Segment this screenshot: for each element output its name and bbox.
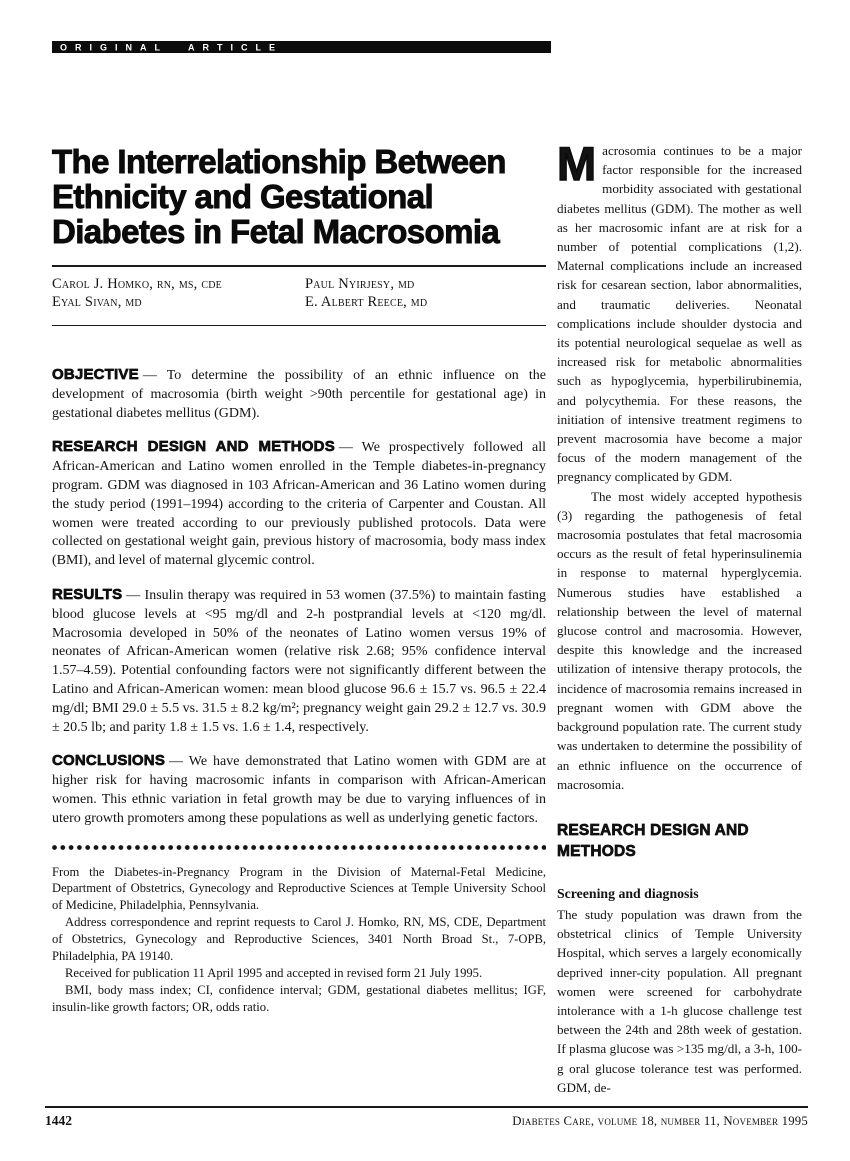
abstract-methods-heading: RESEARCH DESIGN AND METHODS	[52, 438, 335, 456]
abstract-conclusions-text: — We have demonstrated that Latino women with GDM are at higher risk for having macrosomic infants in comparison with African-American women. This ethnic variation in fetal growth may be due to varying influences of in utero growth promoters among these populations as well as underlying genetic factors.	[52, 754, 546, 826]
author-column-2	[305, 276, 546, 311]
affiliation-note: From the Diabetes-in-Pregnancy Program in the Division of Maternal-Fetal Medicine, Department of Obstetrics, Gynecology and Reproductive Sciences at Temple University School of Medicine, Philadelphia, Pennsylvania.	[52, 864, 546, 913]
abstract-results-heading: RESULTS	[52, 585, 123, 603]
abstract-conclusions	[52, 752, 546, 828]
author-rule	[52, 325, 546, 326]
correspondence-note: Address correspondence and reprint requests to Carol J. Homko, RN, MS, CDE, Department of Obstetrics, Gynecology and Reproductive Sciences, 3401 North Broad St., 7-OPB, Philadelphia, PA 19140.	[52, 915, 546, 964]
subsection-heading-screening: Screening and diagnosis	[557, 885, 699, 901]
abstract-objective	[52, 366, 546, 423]
author-name: Eyal Sivan, md	[52, 293, 142, 310]
received-note: Received for publication 11 April 1995 and accepted in revised form 21 July 1995.	[65, 965, 483, 980]
page-number: 1442	[45, 1113, 72, 1128]
intro-paragraph-1-text: acrosomia continues to be a major factor responsible for the increased morbidity associated with gestational diabetes mellitus (GDM). The mother as well as her macrosomic infant are at risk for a number of potential complications (1,2). Maternal complications include an increased risk for cesarean section, labor abnormalities, and traumatic deliveries. Neonatal complications include shoulder dystocia and its potential neurological sequelae as well as increased risk for metabolic abnormalities such as hypoglycemia, hyperbilirubinemia, and polycythemia. For these reasons, the initiation of intensive treatment regimens to prevent macrosomia have become a major focus of the modern management of the pregnancy complicated by GDM.	[557, 143, 802, 485]
abbreviations-note: BMI, body mass index; CI, confidence interval; GDM, gestational diabetes mellitus; IGF, insulin-like growth factors; OR, odds ratio.	[52, 982, 546, 1014]
intro-paragraph-2: The most widely accepted hypothesis (3) regarding the pathogenesis of fetal macrosomia postulates that fetal macrosomia occurs as the result of fetal hyperinsulinemia in response to maternal hyperglycemia. Numerous studies have established a relationship between the level of maternal glucose control and macrosomia. However, despite this knowledge and the increased utilization of intensive therapy protocols, the incidence of macrosomia remains increased in pregnant women with GDM above the background population rate. The current study was undertaken to determine the possibility of an ethnic influence on the occurrence of macrosomia.	[557, 488, 802, 792]
abstract-objective-text: — To determine the possibility of an ethnic influence on the development of macrosomia (birth weight >90th percentile for gestational age) in gestational diabetes mellitus (GDM).	[52, 368, 546, 421]
dotted-separator	[52, 845, 546, 850]
abstract-objective-heading: OBJECTIVE	[52, 366, 139, 383]
author-name: Carol J. Homko, rn, ms, cde	[52, 276, 222, 292]
journal-citation: Diabetes Care, volume 18, number 11, November 1995	[512, 1114, 808, 1128]
section-heading-research-design: RESEARCH DESIGN AND METHODS	[557, 821, 749, 860]
structured-abstract	[52, 366, 546, 829]
banner-label: ORIGINAL ARTICLE	[60, 42, 283, 53]
abstract-results	[52, 586, 546, 737]
author-block	[52, 267, 546, 325]
article-title: The Interrelationship Between Ethnicity and Gestational Diabetes in Fetal Macrosomia	[52, 143, 506, 250]
author-name: E. Albert Reece, md	[305, 293, 428, 310]
abstract-results-text: — Insulin therapy was required in 53 women (37.5%) to maintain fasting blood glucose levels at <95 mg/dl and 2-h postprandial levels at <120 mg/dl. Macrosomia developed in 50% of the neonates of Latino women versus 19% of neonates of African-American women (relative risk 2.68; 95% confidence interval 1.57–4.59). Potential confounding factors were not significantly different between the Latino and African-American women: mean blood glucose 96.6 ± 15.7 vs. 96.5 ± 22.4 mg/dl; BMI 29.0 ± 5.5 vs. 31.5 ± 8.2 kg/m²; pregnancy weight gain 29.2 ± 12.7 vs. 30.9 ± 20.5 lb; and parity 1.8 ± 1.5 vs. 1.6 ± 1.4, respectively.	[52, 587, 546, 735]
abstract-methods-text: — We prospectively followed all African-American and Latino women enrolled in the Temple diabetes-in-pregnancy program. GDM was diagnosed in 103 African-American and 36 Latino women during the study period (1991–1994) according to the criteria of Carpenter and Coustan. All women were treated according to our previously published protocols. Data were collected on gestational weight gain, previous history of macrosomia, body mass index (BMI), and level of maternal glycemic control.	[52, 440, 547, 569]
screening-paragraph: The study population was drawn from the obstetrical clinics of Temple University Hospital, which serves a largely economically deprived inner-city population. All pregnant women were screened for carbohydrate intolerance with a 1-h glucose challenge test between the 24th and 28th week of gestation. If plasma glucose was >135 mg/dl, a 3-h, 100-g oral glucose tolerance test was performed. GDM, de-	[557, 906, 802, 1095]
original-article-banner	[52, 41, 551, 53]
right-column	[557, 137, 802, 1097]
abstract-methods	[52, 438, 546, 571]
footnote-block	[52, 864, 546, 1016]
page-footer	[45, 1106, 808, 1129]
author-name: Paul Nyirjesy, md	[305, 276, 415, 292]
intro-paragraph-1	[557, 137, 802, 487]
abstract-conclusions-heading: CONCLUSIONS	[52, 752, 166, 770]
left-column	[52, 144, 546, 1016]
author-column-1	[52, 276, 305, 311]
dropcap-letter: M	[557, 137, 597, 190]
